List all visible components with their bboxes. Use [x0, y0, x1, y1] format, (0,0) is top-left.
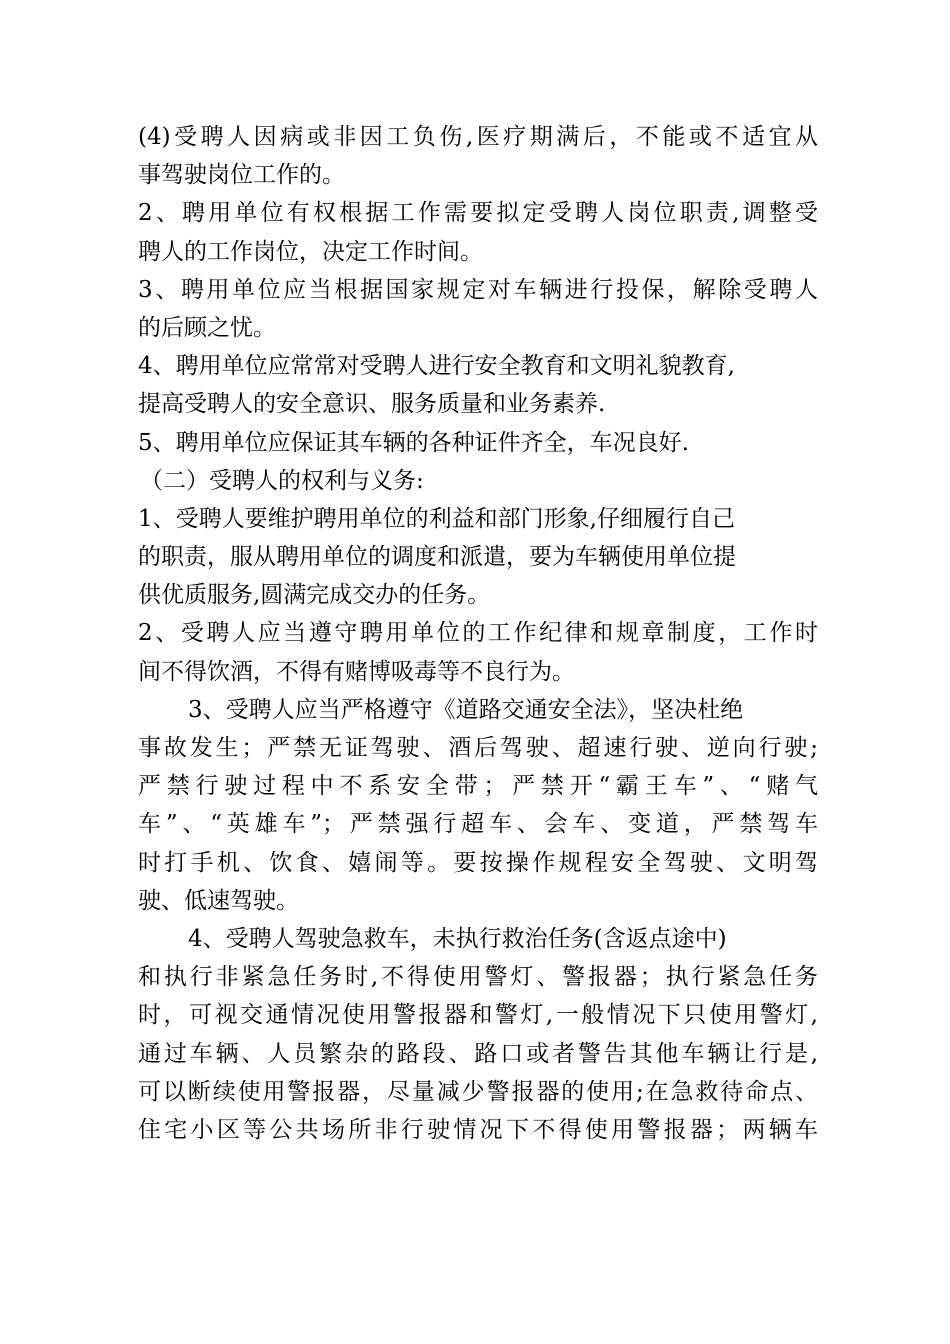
text-line-17: 事故发生；严禁无证驾驶、酒后驾驶、超速行驶、逆向行驶; — [138, 735, 818, 761]
text-line-27: 住宅小区等公共场所非行驶情况下不得使用警报器；两辆车 — [138, 1116, 818, 1143]
text-line-3: 2、聘用单位有权根据工作需要拟定受聘人岗位职责,调整受 — [138, 200, 818, 227]
text-line-2: 事驾驶岗位工作的。 — [138, 162, 345, 189]
text-line-14: 2、受聘人应当遵守聘用单位的工作纪律和规章制度，工作时 — [138, 620, 818, 647]
text-line-26: 可以断续使用警报器，尽量减少警报器的使用;在急救待命点、 — [138, 1078, 818, 1105]
text-line-9: 5、聘用单位应保证其车辆的各种证件齐全，车况良好. — [138, 429, 689, 456]
text-line-12: 的职责，服从聘用单位的调度和派遣，要为车辆使用单位提 — [138, 544, 736, 571]
text-line-1: (4)受聘人因病或非因工负伤,医疗期满后，不能或不适宜从 — [138, 124, 818, 150]
text-line-20: 时打手机、饮食、嬉闹等。要按操作规程安全驾驶、文明驾 — [138, 849, 818, 876]
text-line-15: 间不得饮酒，不得有赌博吸毒等不良行为。 — [138, 658, 575, 685]
text-line-19: 车”、“英雄车”；严禁强行超车、会车、变道，严禁驾车 — [138, 811, 818, 838]
text-line-13: 供优质服务,圆满完成交办的任务。 — [138, 582, 491, 609]
text-line-6: 的后顾之忧。 — [138, 314, 276, 341]
text-line-25: 通过车辆、人员繁杂的路段、路口或者警告其他车辆让行是, — [138, 1040, 818, 1067]
text-line-4: 聘人的工作岗位，决定工作时间。 — [138, 238, 483, 265]
text-line-18: 严禁行驶过程中不系安全带；严禁开“霸王车”、“赌气 — [138, 773, 818, 800]
text-line-24: 时，可视交通情况使用警报器和警灯,一般情况下只使用警灯, — [138, 1002, 818, 1029]
text-line-23: 和执行非紧急任务时,不得使用警灯、警报器；执行紧急任务 — [138, 964, 818, 991]
text-line-22: 4、受聘人驾驶急救车，未执行救治任务(含返点途中) — [188, 925, 727, 952]
text-line-8: 提高受聘人的安全意识、服务质量和业务素养. — [138, 391, 606, 418]
document-body — [138, 118, 818, 1149]
text-line-11: 1、受聘人要维护聘用单位的利益和部门形象,仔细履行自己 — [138, 505, 735, 532]
text-line-21: 驶、低速驾驶。 — [138, 887, 299, 914]
text-line-7: 4、聘用单位应常常对受聘人进行安全教育和文明礼貌教育, — [138, 353, 735, 380]
text-line-16: 3、受聘人应当严格遵守《道路交通安全法》，坚决杜绝 — [188, 696, 744, 723]
text-line-5: 3、聘用单位应当根据国家规定对车辆进行投保，解除受聘人 — [138, 276, 818, 303]
section-heading: （二）受聘人的权利与义务: — [140, 467, 424, 494]
